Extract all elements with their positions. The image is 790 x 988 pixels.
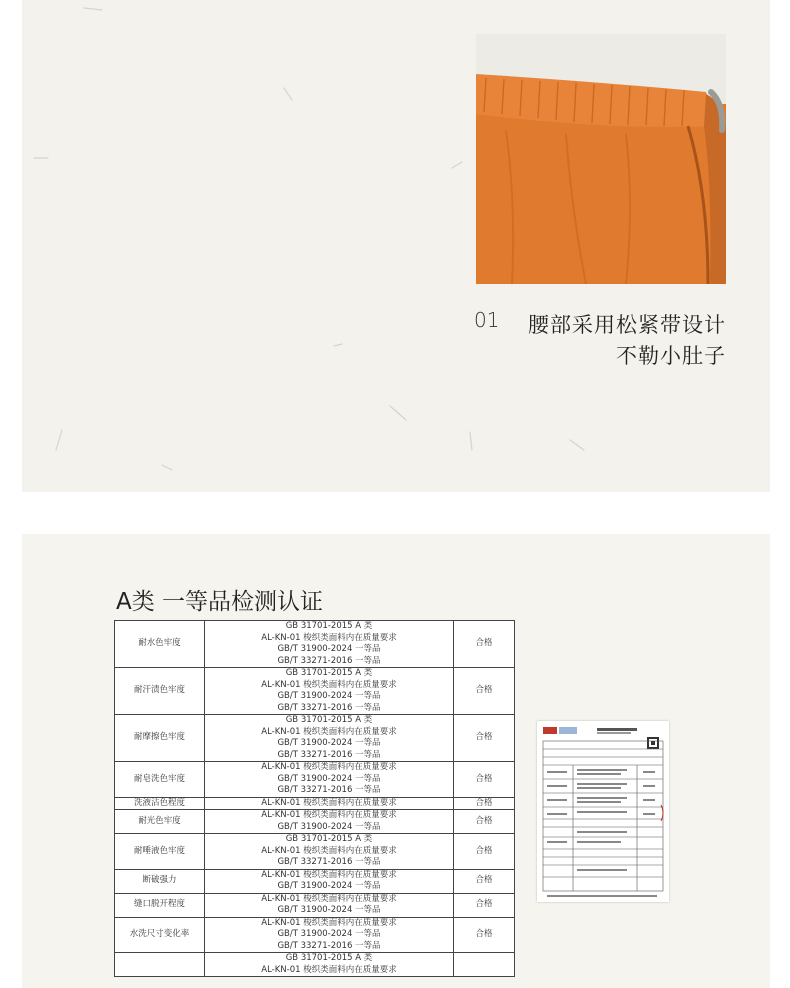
test-item: 耐水色牢度 [115, 621, 205, 668]
table-row [115, 917, 515, 953]
test-item: 耐唾液色牢度 [115, 834, 205, 870]
test-item: 耐汗渍色牢度 [115, 668, 205, 715]
table-row [115, 810, 515, 834]
standard-line: GB 31701-2015 A 类 [285, 953, 373, 963]
waistband-photo [476, 34, 726, 284]
test-result: 合格 [454, 715, 515, 762]
test-standards [205, 917, 454, 953]
standard-line: GB/T 31900-2024 一等品 [277, 644, 381, 654]
test-standards [205, 762, 454, 798]
standard-line: AL-KN-01 梭织类面料内在质量要求 [261, 632, 397, 643]
test-standards [205, 869, 454, 893]
standard-line: GB/T 31900-2024 一等品 [277, 738, 381, 748]
test-results-table [114, 620, 515, 977]
standard-line: GB 31701-2015 A 类 [285, 834, 373, 844]
test-result [454, 953, 515, 977]
standard-line: GB/T 33271-2016 一等品 [277, 702, 381, 713]
standard-line: AL-KN-01 梭织类面料内在质量要求 [261, 797, 397, 808]
test-item [115, 953, 205, 977]
standard-line: AL-KN-01 梭织类面料内在质量要求 [261, 869, 397, 880]
feature-number: 01 [474, 308, 500, 332]
standard-line: GB/T 31900-2024 一等品 [277, 881, 381, 891]
standard-line: AL-KN-01 梭织类面料内在质量要求 [261, 893, 397, 904]
table-row [115, 621, 515, 668]
standard-line: GB 31701-2015 A 类 [285, 668, 373, 678]
standard-line: GB 31701-2015 A 类 [285, 621, 373, 631]
table-row [115, 668, 515, 715]
test-result: 合格 [454, 621, 515, 668]
standard-line: GB/T 31900-2024 一等品 [277, 773, 381, 784]
standard-line: AL-KN-01 梭织类面料内在质量要求 [261, 726, 397, 737]
test-item: 洗液沾色程度 [115, 797, 205, 810]
table-row [115, 762, 515, 798]
standard-line: GB/T 31900-2024 一等品 [277, 929, 381, 939]
standard-line: GB/T 31900-2024 一等品 [277, 691, 381, 701]
test-result: 合格 [454, 834, 515, 870]
test-standards [205, 621, 454, 668]
feature-subline: 不勒小肚子 [616, 344, 726, 368]
test-item: 缝口脱开程度 [115, 893, 205, 917]
test-standards [205, 715, 454, 762]
table-row [115, 869, 515, 893]
test-item: 水洗尺寸变化率 [115, 917, 205, 953]
standard-line: AL-KN-01 梭织类面料内在质量要求 [261, 679, 397, 690]
feature-headline: 腰部采用松紧带设计 [528, 313, 726, 337]
test-item: 耐摩擦色牢度 [115, 715, 205, 762]
standard-line: GB 31701-2015 A 类 [285, 715, 373, 725]
test-report-thumbnail [537, 721, 669, 902]
test-result: 合格 [454, 810, 515, 834]
test-item: 断破强力 [115, 869, 205, 893]
standard-line: GB/T 31900-2024 一等品 [277, 821, 381, 832]
standard-line: GB/T 33271-2016 一等品 [277, 857, 381, 867]
table-row [115, 893, 515, 917]
test-standards [205, 834, 454, 870]
standard-line: AL-KN-01 梭织类面料内在质量要求 [261, 762, 397, 772]
test-report-document-icon [537, 721, 669, 902]
table-row [115, 797, 515, 810]
standard-line: AL-KN-01 梭织类面料内在质量要求 [261, 810, 397, 820]
table-row [115, 953, 515, 977]
test-standards [205, 668, 454, 715]
standard-line: AL-KN-01 梭织类面料内在质量要求 [261, 917, 397, 928]
standard-line: GB/T 33271-2016 一等品 [277, 655, 381, 666]
standard-line: AL-KN-01 梭织类面料内在质量要求 [261, 845, 397, 856]
test-standards [205, 953, 454, 977]
standard-line: GB/T 33271-2016 一等品 [277, 785, 381, 795]
test-result: 合格 [454, 668, 515, 715]
test-item: 耐光色牢度 [115, 810, 205, 834]
test-result: 合格 [454, 917, 515, 953]
table-row [115, 834, 515, 870]
standard-line: GB/T 33271-2016 一等品 [277, 940, 381, 951]
table-row [115, 715, 515, 762]
test-item: 耐皂洗色牢度 [115, 762, 205, 798]
test-standards [205, 797, 454, 810]
test-result: 合格 [454, 797, 515, 810]
test-result: 合格 [454, 762, 515, 798]
test-result: 合格 [454, 869, 515, 893]
test-result: 合格 [454, 893, 515, 917]
certification-title: A类 一等品检测认证 [116, 589, 324, 615]
orange-pants-icon [476, 34, 726, 284]
test-standards [205, 893, 454, 917]
standard-line: GB/T 33271-2016 一等品 [277, 749, 381, 760]
standard-line: AL-KN-01 梭织类面料内在质量要求 [261, 964, 397, 975]
standard-line: GB/T 31900-2024 一等品 [277, 905, 381, 915]
test-standards [205, 810, 454, 834]
